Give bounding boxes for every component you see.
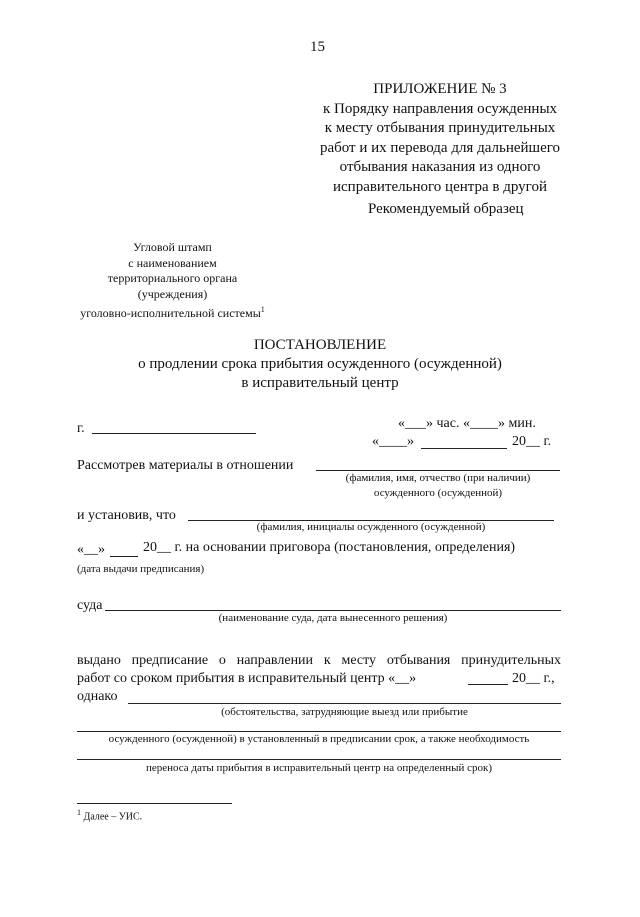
- court-hint: (наименование суда, дата вынесенного решения): [218, 612, 448, 624]
- court-field[interactable]: [105, 610, 561, 611]
- review-hint: (фамилия, имя, отчество (при наличии): [345, 472, 531, 484]
- document-title: ПОСТАНОВЛЕНИЕ: [253, 337, 387, 353]
- issued-text: работ со сроком прибытия в исправительный центр «__»: [77, 671, 417, 686]
- document-subtitle: о продлении срока прибытия осужденного (осужденной): [138, 356, 502, 372]
- corner-stamp-block: [60, 240, 285, 322]
- sentence-basis: 20__ г. на основании приговора (постановления, определения): [143, 540, 516, 555]
- review-field[interactable]: [316, 470, 560, 471]
- appendix-line: исправительного центра в другой: [332, 178, 547, 195]
- page-number: 15: [310, 39, 325, 55]
- footnote-ref: 1: [260, 305, 265, 314]
- stamp-line: с наименованием: [128, 255, 217, 270]
- footnote: [77, 808, 142, 822]
- issued-month-field[interactable]: [468, 684, 508, 685]
- stamp-line: территориального органа: [107, 271, 238, 285]
- however-field-2[interactable]: [77, 731, 561, 732]
- however-hint: осужденного (осужденной) в установленный в предписании срок, а также необходимость: [108, 733, 530, 745]
- issued-text: выдано предписание о направлении к месту отбывания принудительных: [77, 653, 561, 668]
- sentence-hint: (дата выдачи предписания): [77, 563, 205, 575]
- footnote-text: Далее – УИС.: [83, 811, 143, 823]
- footnote-mark: 1: [77, 808, 81, 817]
- stamp-line-text: уголовно-исполнительной системы: [80, 306, 261, 320]
- review-hint: осужденного (осужденной): [373, 487, 503, 499]
- however-hint: (обстоятельства, затрудняющие выезд или прибытие: [221, 706, 468, 718]
- review-label: Рассмотрев материалы в отношении: [77, 458, 294, 473]
- sentence-month-field[interactable]: [110, 556, 138, 557]
- established-hint: (фамилия, инициалы осужденного (осужденной): [256, 521, 486, 533]
- issued-year: 20__ г.,: [512, 671, 555, 686]
- however-field[interactable]: [128, 703, 561, 704]
- date-year: 20__ г.: [512, 434, 552, 449]
- stamp-line: [60, 302, 285, 322]
- appendix-line: отбывания наказания из одного: [339, 159, 541, 176]
- appendix-line: к Порядку направления осужденных: [322, 100, 558, 117]
- however-label: однако: [77, 689, 118, 704]
- time-field[interactable]: «___» час. «____» мин.: [398, 416, 536, 431]
- stamp-line: Угловой штамп: [133, 240, 212, 254]
- date-month-field[interactable]: [421, 448, 507, 449]
- sample-note: Рекомендуемый образец: [368, 201, 524, 217]
- appendix-title: ПРИЛОЖЕНИЕ № 3: [373, 81, 507, 97]
- however-hint: переноса даты прибытия в исправительный центр на определенный срок): [145, 762, 493, 774]
- sentence-day-field[interactable]: «__»: [77, 542, 105, 557]
- however-field-3[interactable]: [77, 759, 561, 760]
- appendix-line: работ и их перевода для дальнейшего: [319, 139, 561, 156]
- appendix-block: [300, 80, 580, 198]
- city-field[interactable]: [92, 433, 256, 434]
- city-prefix: г.: [77, 421, 85, 436]
- date-day-field[interactable]: «____»: [372, 434, 414, 449]
- document-subtitle: в исправительный центр: [241, 375, 399, 391]
- stamp-line: (учреждения): [137, 286, 208, 301]
- footnote-divider: [77, 803, 232, 804]
- court-label: суда: [77, 598, 103, 613]
- established-label: и установив, что: [77, 508, 176, 523]
- appendix-line: к месту отбывания принудительных: [324, 120, 556, 137]
